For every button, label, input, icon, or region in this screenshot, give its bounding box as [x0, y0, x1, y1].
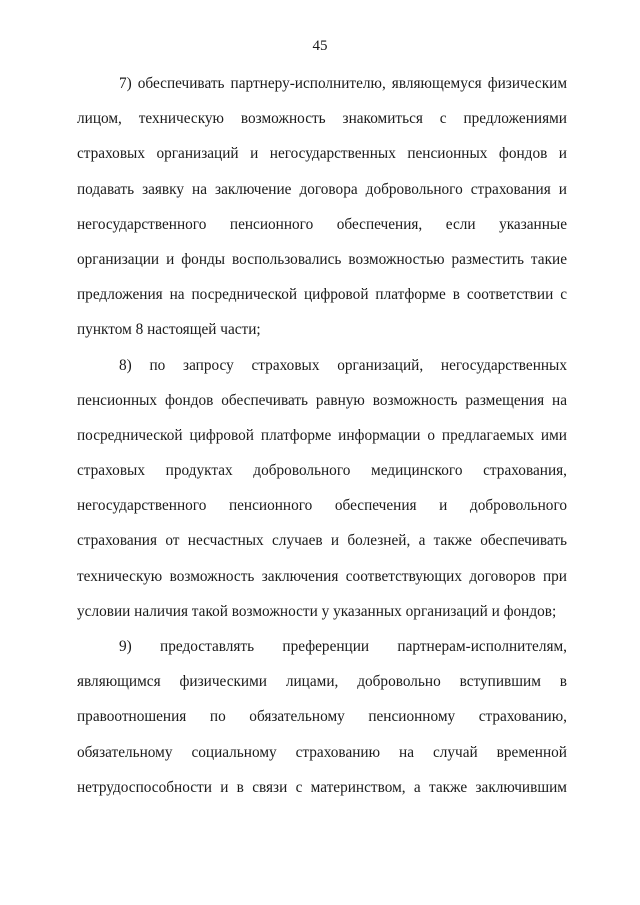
text-line: являющимся физическими лицами, добровольно вступившим в [77, 673, 567, 691]
paragraph-item-9 [77, 629, 567, 805]
text-line: лицом, техническую возможность знакомиться с предложениями [77, 110, 567, 128]
text-line: техническую возможность заключения соответствующих договоров при [77, 567, 567, 585]
text-line: пунктом 8 настоящей части; [77, 321, 261, 339]
text-line: обязательному социальному страхованию на случай временной [77, 743, 567, 761]
text-line: пенсионных фондов обеспечивать равную возможность размещения на [77, 391, 567, 409]
text-line: предложения на посреднической цифровой платформе в соответствии с [77, 286, 567, 304]
text-line: правоотношения по обязательному пенсионному страхованию, [77, 708, 567, 726]
text-line: негосударственного пенсионного обеспечения и добровольного [77, 497, 567, 515]
paragraph-item-8 [77, 348, 567, 630]
text-line: организации и фонды воспользовались возможностью разместить такие [77, 250, 567, 268]
text-line: условии наличия такой возможности у указанных организаций и фондов; [77, 602, 557, 620]
text-line: 9) предоставлять преференции партнерам-исполнителям, [119, 638, 567, 655]
text-line: 8) по запросу страховых организаций, негосударственных [119, 356, 567, 374]
text-line: страховых продуктах добровольного медицинского страхования, [77, 462, 567, 480]
page-number: 45 [312, 38, 328, 54]
paragraph-item-7 [77, 66, 567, 348]
text-line: подавать заявку на заключение договора добровольного страхования и [77, 180, 567, 198]
text-line: 7) обеспечивать партнеру-исполнителю, являющемуся физическим [119, 75, 567, 92]
text-line: страхования от несчастных случаев и болезней, а также обеспечивать [77, 532, 567, 550]
text-line: посреднической цифровой платформе информации о предлагаемых ими [77, 426, 567, 444]
text-line: негосударственного пенсионного обеспечения, если указанные [77, 215, 567, 233]
text-line: страховых организаций и негосударственных пенсионных фондов и [77, 145, 567, 163]
text-line: нетрудоспособности и в связи с материнством, а также заключившим [77, 778, 567, 796]
document-body [77, 66, 567, 805]
